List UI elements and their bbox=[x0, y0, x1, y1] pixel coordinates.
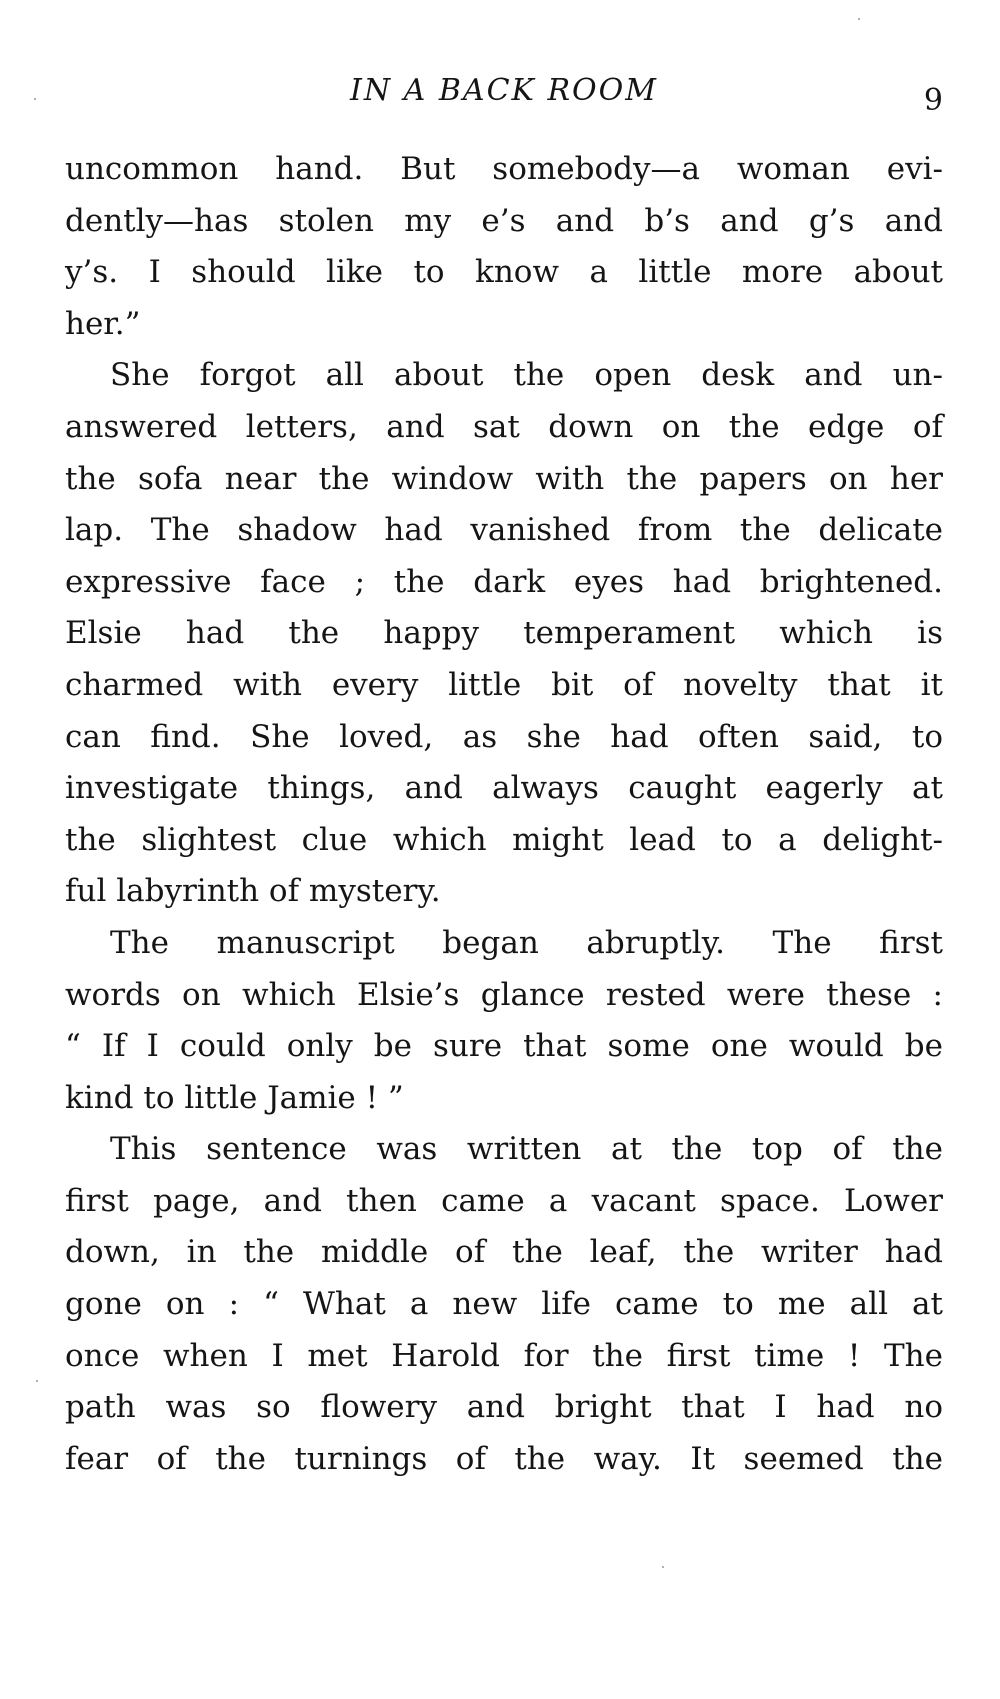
text-line: fear of the turnings of the way. It seemed the bbox=[65, 1440, 943, 1477]
text-line: her.” bbox=[65, 305, 141, 342]
text-line: first page, and then came a vacant space. Lower bbox=[65, 1182, 943, 1219]
text-line: kind to little Jamie ! ” bbox=[65, 1079, 404, 1116]
text-line: answered letters, and sat down on the edge of bbox=[65, 408, 943, 445]
text-line: investigate things, and always caught eagerly at bbox=[65, 770, 943, 807]
text-line: This sentence was written at the top of the bbox=[110, 1131, 943, 1168]
page-number: 9 bbox=[923, 83, 943, 118]
running-title: IN A BACK ROOM bbox=[350, 73, 658, 108]
text-line: gone on : “ What a new life came to me all at bbox=[65, 1286, 943, 1323]
text-line: ful labyrinth of mystery. bbox=[65, 873, 441, 910]
text-line: path was so flowery and bright that I had no bbox=[65, 1389, 943, 1426]
text-line: dently—has stolen my e’s and b’s and g’s and bbox=[65, 202, 943, 239]
text-line: down, in the middle of the leaf, the writer had bbox=[65, 1234, 943, 1271]
text-line: Elsie had the happy temperament which is bbox=[65, 615, 943, 652]
text-line: “ If I could only be sure that some one would be bbox=[65, 1028, 943, 1065]
text-line: uncommon hand. But somebody—a woman evi- bbox=[65, 151, 943, 187]
text-line: charmed with every little bit of novelty that it bbox=[65, 666, 943, 703]
page-header bbox=[65, 68, 943, 118]
paper-speck bbox=[34, 98, 36, 100]
text-line: She forgot all about the open desk and un- bbox=[110, 357, 943, 394]
text-line: words on which Elsie’s glance rested were these : bbox=[65, 976, 943, 1013]
text-line: expressive face ; the dark eyes had brightened. bbox=[65, 563, 943, 600]
text-line: lap. The shadow had vanished from the delicate bbox=[65, 512, 943, 549]
text-line: y’s. I should like to know a little more about bbox=[65, 254, 943, 291]
text-line: once when I met Harold for the first time ! The bbox=[65, 1337, 943, 1374]
text-line: the sofa near the window with the papers on her bbox=[65, 460, 943, 497]
paper-speck bbox=[36, 1380, 38, 1382]
text-line: The manuscript began abruptly. The first bbox=[110, 924, 943, 961]
text-line: can find. She loved, as she had often said, to bbox=[65, 718, 943, 755]
body-text bbox=[65, 144, 943, 1485]
text-line: the slightest clue which might lead to a delight- bbox=[65, 821, 943, 858]
paper-speck bbox=[662, 1566, 664, 1568]
paper-speck bbox=[858, 18, 860, 20]
